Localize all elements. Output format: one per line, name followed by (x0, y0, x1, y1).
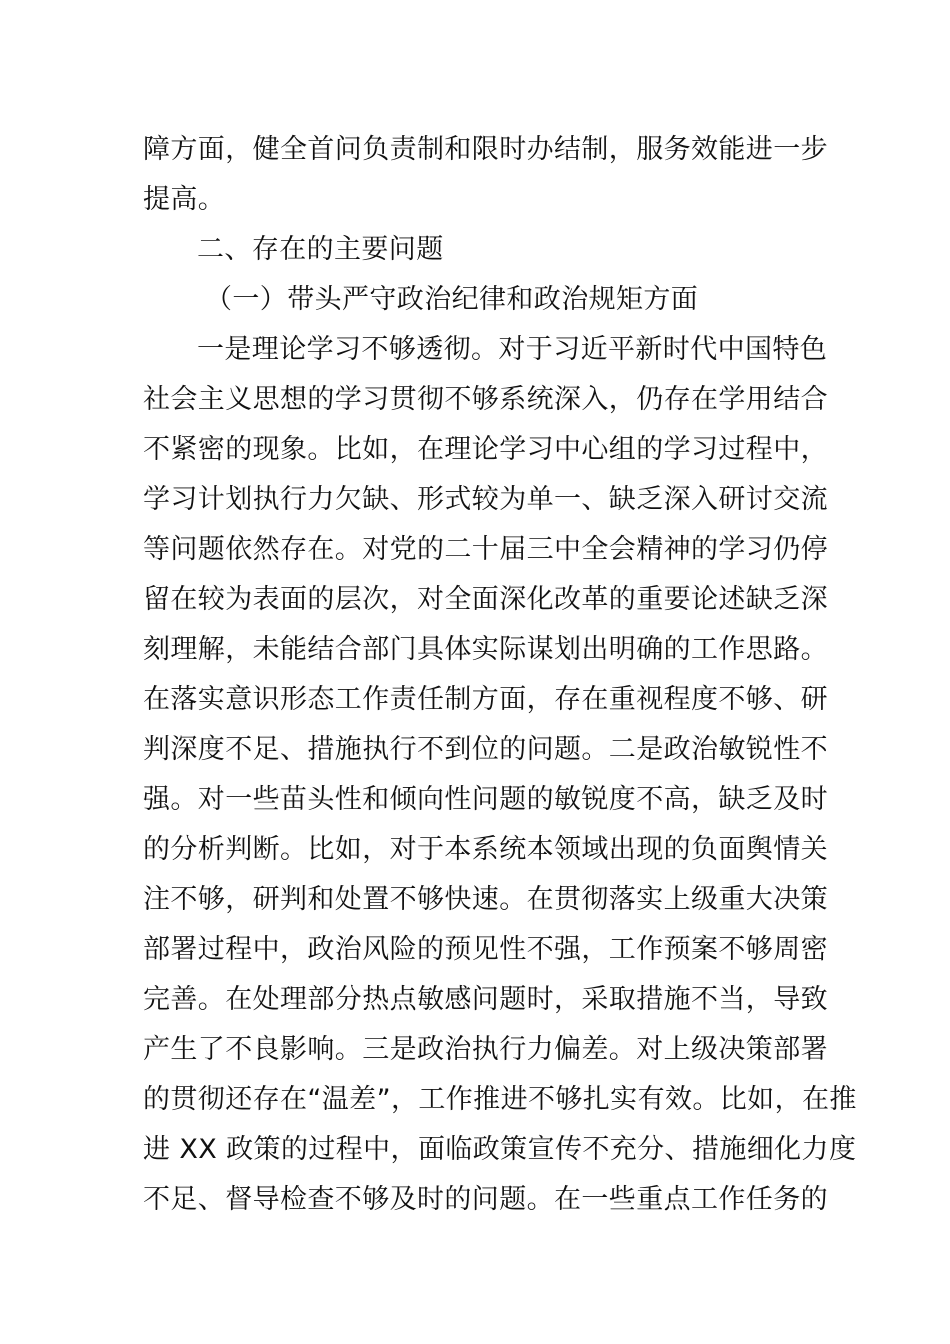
text-line: 不紧密的现象。比如，在理论学习中心组的学习过程中， (143, 434, 828, 465)
text-line: 等问题依然存在。对党的二十届三中全会精神的学习仍停 (143, 534, 828, 565)
subsection-heading: （一）带头严守政治纪律和政治规矩方面 (205, 284, 699, 315)
text-line: 留在较为表面的层次，对全面深化改革的重要论述缺乏深 (143, 584, 828, 615)
text-line: 部署过程中，政治风险的预见性不强，工作预案不够周密 (143, 934, 828, 965)
text-line: 判深度不足、措施执行不到位的问题。二是政治敏锐性不 (143, 734, 828, 765)
text-line: 障方面，健全首问负责制和限时办结制，服务效能进一步 (143, 134, 828, 165)
text-line: 完善。在处理部分热点敏感问题时，采取措施不当，导致 (143, 984, 828, 1015)
text-line: 注不够，研判和处置不够快速。在贯彻落实上级重大决策 (143, 884, 828, 915)
text-line: 刻理解，未能结合部门具体实际谋划出明确的工作思路。 (143, 634, 828, 665)
text-line: 提高。 (143, 184, 226, 215)
text-line: 学习计划执行力欠缺、形式较为单一、缺乏深入研讨交流 (143, 484, 828, 515)
text-line: 强。对一些苗头性和倾向性问题的敏锐度不高，缺乏及时 (143, 784, 828, 815)
text-line: 的贯彻还存在“温差”，工作推进不够扎实有效。比如，在推 (143, 1084, 857, 1115)
section-heading: 二、存在的主要问题 (197, 234, 444, 265)
text-line: 不足、督导检查不够及时的问题。在一些重点工作任务的 (143, 1184, 828, 1215)
text-line: 产生了不良影响。三是政治执行力偏差。对上级决策部署 (143, 1034, 828, 1065)
text-line: 进 XX 政策的过程中，面临政策宣传不充分、措施细化力度 (143, 1134, 857, 1165)
text-line: 一是理论学习不够透彻。对于习近平新时代中国特色 (197, 334, 828, 365)
text-line: 在落实意识形态工作责任制方面，存在重视程度不够、研 (143, 684, 828, 715)
text-line: 社会主义思想的学习贯彻不够系统深入，仍存在学用结合 (143, 384, 828, 415)
text-line: 的分析判断。比如，对于本系统本领域出现的负面舆情关 (143, 834, 828, 865)
